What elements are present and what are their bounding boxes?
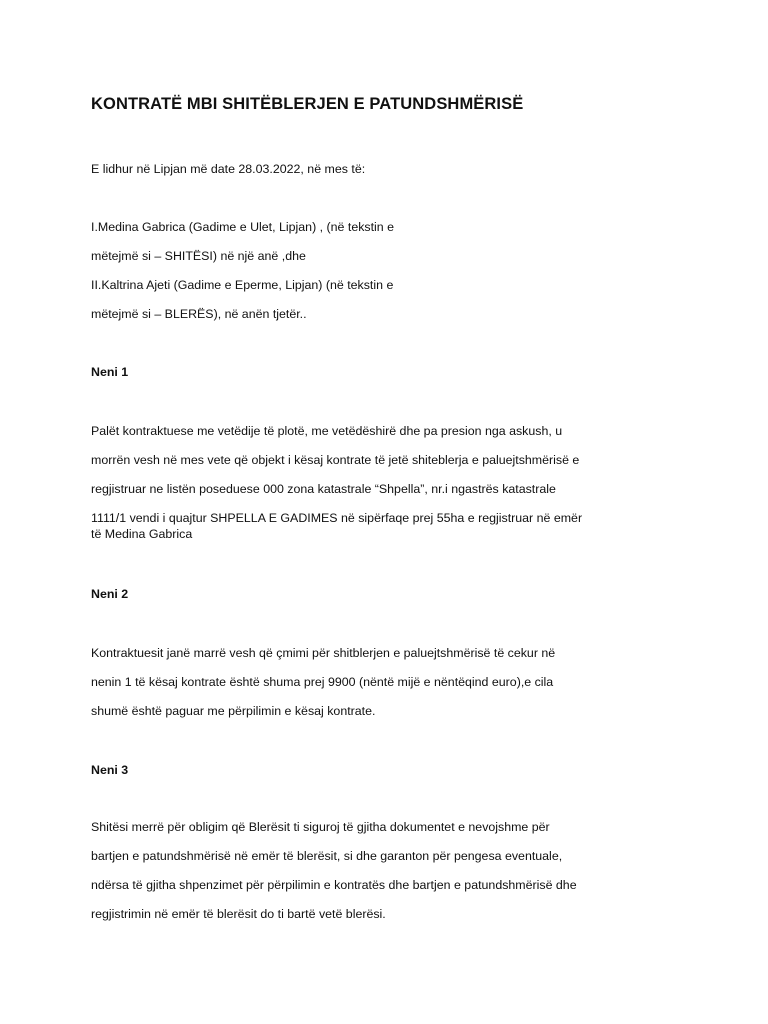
article-line: Shitësi merrë për obligim që Blerësit ti siguroj të gjitha dokumentet e nevojshme për bbox=[91, 820, 550, 834]
document-title: KONTRATË MBI SHITËBLERJEN E PATUNDSHMËRISË bbox=[91, 95, 524, 113]
article-line: morrën vesh në mes vete që objekt i kësaj kontrate të jetë shiteblerja e paluejtshmërisë e bbox=[91, 453, 580, 467]
article-line: 1111/1 vendi i quajtur SHPELLA E GADIMES në sipërfaqe prej 55ha e regjistruar në emër të Medina Gabrica bbox=[91, 511, 583, 541]
party-line: mëtejmë si – BLERËS), në anën tjetër.. bbox=[91, 307, 307, 321]
article-line: nenin 1 të kësaj kontrate është shuma prej 9900 (nëntë mijë e nëntëqind euro),e cila bbox=[91, 675, 554, 689]
intro-text: E lidhur në Lipjan më date 28.03.2022, në mes të: bbox=[91, 162, 366, 176]
party-line: mëtejmë si – SHITËSI) në një anë ,dhe bbox=[91, 249, 306, 263]
party-line: II.Kaltrina Ajeti (Gadime e Eperme, Lipjan) (në tekstin e bbox=[91, 278, 394, 292]
article-line: regjistruar ne listën poseduese 000 zona katastrale “Shpella”, nr.i ngastrës katastrale bbox=[91, 482, 556, 496]
article-line: shumë është paguar me përpilimin e kësaj kontrate. bbox=[91, 704, 376, 718]
article-heading: Neni 1 bbox=[91, 365, 129, 379]
article-heading: Neni 3 bbox=[91, 763, 129, 777]
article-line: Kontraktuesit janë marrë vesh që çmimi për shitblerjen e paluejtshmërisë të cekur në bbox=[91, 646, 556, 660]
party-line: I.Medina Gabrica (Gadime e Ulet, Lipjan) , (në tekstin e bbox=[91, 220, 395, 234]
article-line: regjistrimin në emër të blerësit do ti bartë vetë blerësi. bbox=[91, 907, 386, 921]
article-line: Palët kontraktuese me vetëdije të plotë, me vetëdëshirë dhe pa presion nga askush, u bbox=[91, 424, 563, 438]
article-line: ndërsa të gjitha shpenzimet për përpilimin e kontratës dhe bartjen e patundshmërisë dhe bbox=[91, 878, 577, 892]
article-line: bartjen e patundshmërisë në emër të blerësit, si dhe garanton për pengesa eventuale, bbox=[91, 849, 563, 863]
article-heading: Neni 2 bbox=[91, 587, 129, 601]
